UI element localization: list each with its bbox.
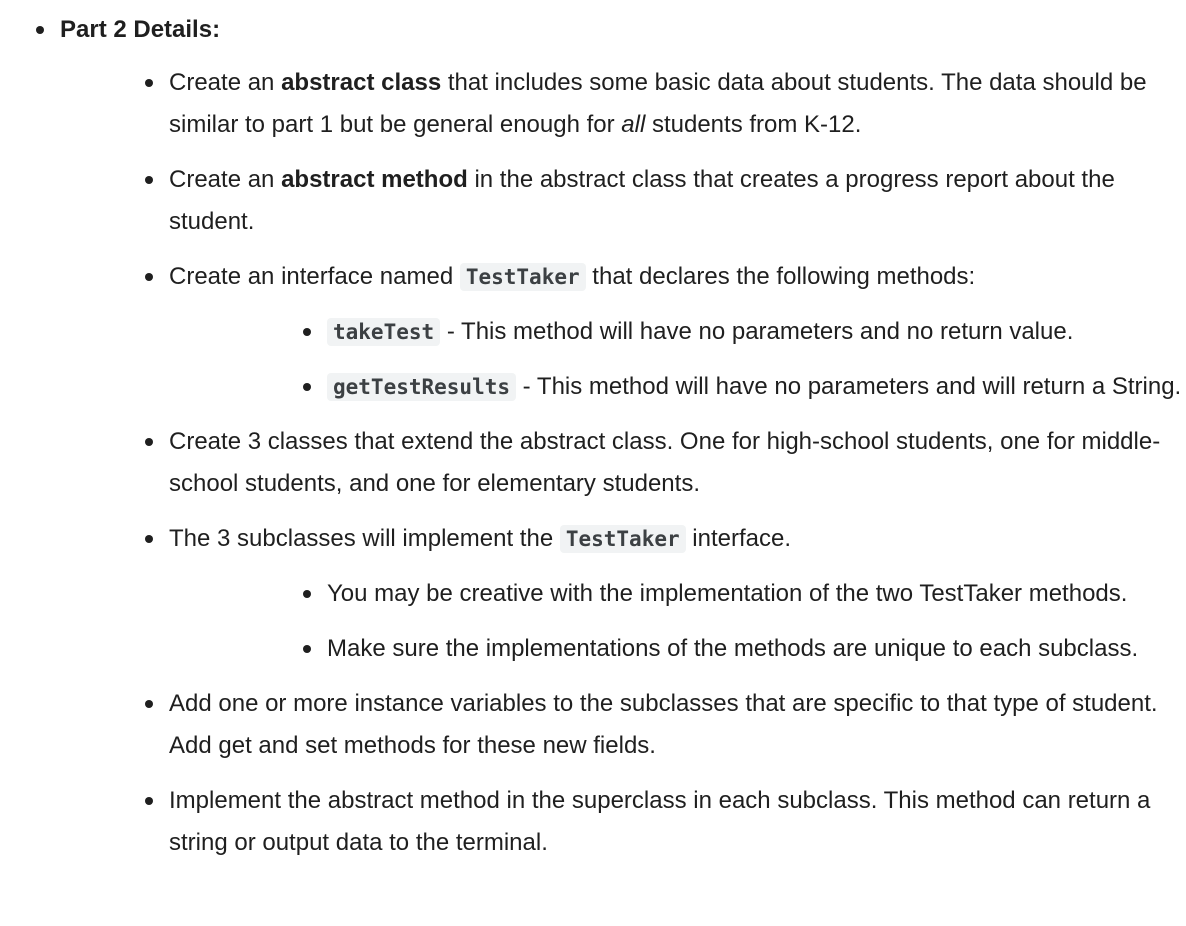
list-item-instance-vars [60,683,1186,767]
text: Implement the abstract method in the superclass in each subclass. This method can return a string or output data to the terminal. [169,787,1151,856]
list-item-note [169,628,1186,670]
text: that includes some basic data about students. The data should be similar to part 1 but be general enough for [169,69,1147,138]
text: Add one or more instance variables to the subclasses that are specific to that type of student. Add get and set methods for these new fields. [169,690,1158,759]
methods-list [169,311,1186,408]
text: interface. [685,525,792,552]
list-item-classes [60,421,1186,505]
text: in the abstract class that creates a progress report about the student. [169,166,1115,235]
notes-list [169,573,1186,670]
code-interface-name: TestTaker [460,263,586,291]
text: Create an [169,69,282,96]
text: - This method will have no parameters and no return value. [440,318,1074,345]
text: - This method will have no parameters and will return a String. [516,373,1182,400]
list-item-part2 [0,9,1186,864]
text: Create 3 classes that extend the abstract class. One for high-school students, one for middle-school students, and one for elementary students. [169,428,1161,497]
text: You may be creative with the implementation of the two TestTaker methods. [327,580,1128,607]
text: that declares the following methods: [585,263,976,290]
code-interface-name: TestTaker [560,525,686,553]
italic-term: all [621,111,646,138]
text: The 3 subclasses will implement the [169,525,560,552]
list-item-implement [60,518,1186,670]
details-list [60,62,1186,864]
text: Create an [169,166,282,193]
list-item-note [169,573,1186,615]
bold-term: abstract method [281,166,468,193]
list-item-abstract-method [60,159,1186,243]
section-heading: Part 2 Details: [60,16,221,43]
list-item-method-taketest [169,311,1186,353]
text: Create an interface named [169,263,460,290]
list-item-method-gettestresults [169,366,1186,408]
code-method-name: takeTest [327,318,440,346]
code-method-name: getTestResults [327,373,516,401]
list-item-interface [60,256,1186,408]
bold-term: abstract class [281,69,442,96]
list-item-abstract-impl [60,780,1186,864]
text: Make sure the implementations of the methods are unique to each subclass. [327,635,1139,662]
list-item-abstract-class [60,62,1186,146]
outer-list [0,9,1186,864]
text: students from K-12. [645,111,862,138]
